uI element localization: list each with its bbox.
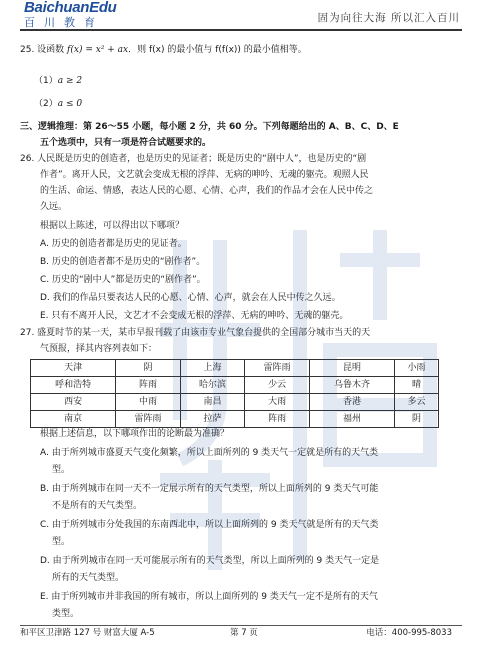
q27-option-c-cont: 型。 — [52, 537, 71, 547]
table-cell: 晴 — [395, 377, 439, 394]
table-cell: 拉萨 — [180, 411, 245, 428]
table-cell: 阵雨 — [116, 377, 181, 394]
q26-option-d: D. 我们的作品只要表达人民的心愿、心情、心声，就会在人民中传之久远。 — [40, 293, 341, 303]
q26-option-a: A. 历史的创造者都是历史的见证者。 — [40, 239, 187, 249]
q25-condition-2: （2）a ≤ 0 — [34, 99, 83, 109]
footer-phone: 电话：400-995-8033 — [366, 628, 452, 638]
table-cell: 少云 — [245, 377, 310, 394]
table-cell: 福州 — [309, 411, 394, 428]
q27-option-a: A. 由于所列城市盛夏天气变化频繁，所以上面所列的 9 类天气一定就是所有的天气类 — [40, 448, 379, 458]
table-cell: 西安 — [31, 394, 116, 411]
q27-option-c: C. 由于所列城市分处我国的东南西北中，所以上面所列的 9 类天气就是所有的天气类 — [40, 520, 379, 530]
table-cell: 中雨 — [116, 394, 181, 411]
table-cell: 阵雨 — [245, 411, 310, 428]
q26-question: 根据以上陈述，可以得出以下哪项？ — [40, 221, 185, 231]
q26-stem-line: 的生活、命运、情感，表达人民的心愿、心情、心声，我们的作品才会在人民中传之 — [40, 186, 374, 196]
table-cell: 天津 — [31, 360, 116, 377]
table-cell: 多云 — [395, 394, 439, 411]
q25-condition-1: （1）a ≥ 2 — [34, 76, 83, 86]
page-header — [20, 0, 462, 30]
logo-chinese: 百川教育 — [24, 16, 104, 29]
table-row — [31, 377, 439, 394]
table-cell: 呼和浩特 — [31, 377, 116, 394]
table-cell: 阴 — [395, 411, 439, 428]
table-cell: 阴 — [116, 360, 181, 377]
q27-option-a-cont: 型。 — [52, 465, 71, 475]
header-divider — [20, 29, 462, 31]
q26-option-e: E. 只有不离开人民，文艺才不会变成无根的浮萍、无病的呻吟、无魂的躯壳。 — [40, 311, 349, 321]
section-3-heading-line-2: 五个选项中，只有一项是符合试题要求的。 — [40, 138, 212, 148]
table-cell: 小雨 — [395, 360, 439, 377]
table-cell: 哈尔滨 — [180, 377, 245, 394]
q27-option-e-cont: 类型。 — [52, 609, 80, 619]
table-cell: 雷阵雨 — [116, 411, 181, 428]
footer-address: 和平区卫津路 127 号 财富大厦 A-5 — [20, 628, 155, 638]
q27-option-b-cont: 不是所有的天气类型。 — [52, 501, 143, 511]
table-row — [31, 411, 439, 428]
q26-stem-line: 久远。 — [40, 202, 68, 212]
baichuan-logo — [24, 0, 117, 29]
header-slogan: 固为向往大海 所以汇入百川 — [317, 12, 460, 24]
table-cell: 南昌 — [180, 394, 245, 411]
table-cell: 上海 — [180, 360, 245, 377]
section-3-heading-line-1: 三、逻辑推理：第 26～55 小题，每小题 2 分，共 60 分。下列每题给出的 A、B、C、D、E — [20, 122, 399, 132]
q26-stem-line: 作者”。离开人民，文艺就会变成无根的浮萍、无病的呻吟、无魂的躯壳。观照人民 — [40, 170, 369, 180]
q27-question: 根据上述信息，以下哪项作出的论断最为准确？ — [40, 429, 230, 439]
q27-option-d-cont: 所有的天气类型。 — [52, 573, 125, 583]
table-row — [31, 360, 439, 377]
table-cell: 大雨 — [245, 394, 310, 411]
q26-stem-line: 26. 人民既是历史的创造者，也是历史的见证者；既是历史的“剧中人”，也是历史的“剧 — [20, 154, 367, 164]
q27-stem-line: 气预报，择其内容列表如下： — [40, 344, 158, 354]
q27-option-b: B. 由于所列城市在同一天不一定展示所有的天气类型，所以上面所列的 9 类天气可能 — [40, 484, 379, 494]
logo-english: BaichuanEdu — [24, 0, 117, 16]
page-footer — [20, 626, 462, 640]
table-cell: 南京 — [31, 411, 116, 428]
q26-option-c: C. 历史的“剧中人”都是历史的“剧作者”。 — [40, 275, 206, 285]
weather-forecast-table — [30, 359, 439, 428]
q25-stem: 25. 设函数 f(x) = x² + ax．则 f(x) 的最小值与 f(f(x)) 的最小值相等。 — [20, 45, 307, 55]
table-cell: 雷阵雨 — [245, 360, 310, 377]
table-row — [31, 394, 439, 411]
q27-option-d: D. 由于所列城市在同一天可能展示所有的天气类型，所以上面所列的 9 类天气一定是 — [40, 556, 380, 566]
table-cell: 香港 — [309, 394, 394, 411]
q27-stem-line: 27. 盛夏时节的某一天，某市早报刊载了由该市专业气象台提供的全国部分城市当天的天 — [20, 328, 371, 338]
table-cell: 乌鲁木齐 — [309, 377, 394, 394]
footer-page-number: 第 7 页 — [230, 628, 258, 638]
q27-option-e: E. 由于所列城市并非我国的所有城市，所以上面所列的 9 类天气一定不是所有的天气 — [40, 592, 378, 602]
q26-option-b: B. 历史的创造者都不是历史的“剧作者”。 — [40, 257, 206, 267]
table-cell: 昆明 — [309, 360, 394, 377]
